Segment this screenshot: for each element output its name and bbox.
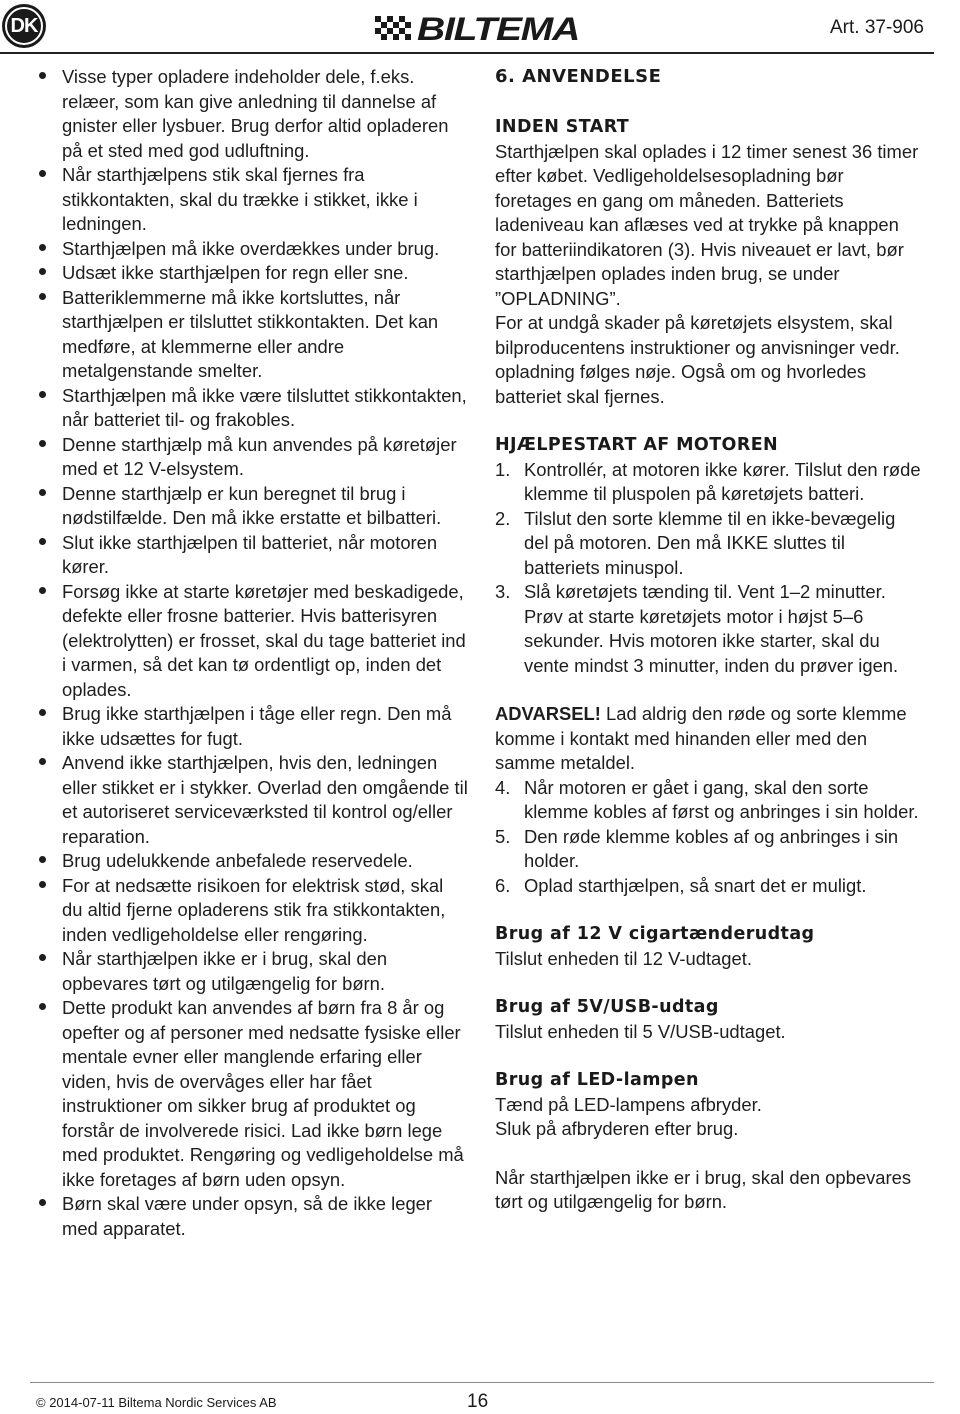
step-item (495, 507, 925, 581)
header-divider (0, 52, 934, 54)
cig-outlet-heading: Brug af 12 V cigartænderudtag (495, 924, 815, 944)
safety-bullet: Anvend ikke starthjælpen, hvis den, ledningen eller stikket er i stykker. Overlad den omgående til et autoriseret serviceværksted til kontrol og/eller reparation. (38, 751, 468, 849)
safety-bullet: Slut ikke starthjælpen til batteriet, når motoren kører. (38, 531, 468, 580)
jump-start-steps (495, 458, 925, 679)
warning-label: ADVARSEL! (495, 703, 601, 724)
before-start-paragraph-2: For at undgå skader på køretøjets elsystem, skal bilproducentens instruktioner og anvisninger vedr. opladning følges nøje. Også om og hvorledes batteriet skal fjernes. (495, 312, 900, 407)
safety-bullet: Når starthjælpen ikke er i brug, skal den opbevares tørt og utilgængelig for børn. (38, 947, 468, 996)
jump-start-steps-continued (495, 776, 925, 899)
warning-text: Lad aldrig den røde og sorte klemme komme i kontakt med hinanden eller med den samme metaldel. (495, 703, 907, 773)
safety-bullet: For at nedsætte risikoen for elektrisk stød, skal du altid fjerne opladerens stik fra stikkontakten, inden vedligeholdelse eller rengøring. (38, 874, 468, 948)
brand-wordmark: BILTEMA (417, 11, 580, 47)
safety-bullet: Visse typer opladere indeholder dele, f.eks. relæer, som kan give anledning til dannelse af gnister eller lysbuer. Brug derfor altid opladeren på et sted med god udluftning. (38, 65, 468, 163)
checkered-flag-icon (375, 16, 413, 42)
step-number: 1. (495, 458, 511, 480)
step-text: Kontrollér, at motoren ikke kører. Tilslut den røde klemme til pluspolen på køretøjets batteri. (524, 458, 921, 504)
safety-bullet: Udsæt ikke starthjælpen for regn eller sne. (38, 261, 468, 286)
step-text: Den røde klemme kobles af og anbringes i sin holder. (524, 825, 899, 871)
safety-bullet: Forsøg ikke at starte køretøjer med beskadigede, defekte eller frosne batterier. Hvis batterisyren (elektrolytten) er frosset, skal du tage batteriet ind i varmen, så det kan tø ordentligt op, inden det oplades. (38, 580, 468, 703)
safety-bullet-list (38, 65, 468, 1241)
safety-bullet: Starthjælpen må ikke overdækkes under brug. (38, 237, 468, 262)
safety-bullet: Brug udelukkende anbefalede reservedele. (38, 849, 468, 874)
storage-note: Når starthjælpen ikke er i brug, skal den opbevares tørt og utilgængelig for børn. (495, 1166, 912, 1212)
safety-bullet: Dette produkt kan anvendes af børn fra 8 år og opefter og af personer med nedsatte fysiske eller mentale evner eller manglende erfaring eller viden, hvis de overvåges eller har fået instruktioner om sikker brug af produktet og forstår de involverede risici. Lad ikke børn lege med produktet. Rengøring og vedligeholdelse må ikke foretages af børn uden opsyn. (38, 996, 468, 1192)
usb-outlet-heading: Brug af 5V/USB-udtag (495, 997, 719, 1017)
safety-bullet: Denne starthjælp må kun anvendes på køretøjer med et 12 V-elsystem. (38, 433, 468, 482)
before-start-heading: INDEN START (495, 117, 630, 137)
step-item (495, 458, 925, 507)
safety-bullet: Når starthjælpens stik skal fjernes fra stikkontakten, skal du trække i stikket, ikke i ledningen. (38, 163, 468, 237)
safety-bullet: Brug ikke starthjælpen i tåge eller regn. Den må ikke udsættes for fugt. (38, 702, 468, 751)
step-item (495, 825, 925, 874)
step-number: 3. (495, 581, 511, 602)
step-item (495, 776, 925, 825)
led-lamp-line-1: Tænd på LED-lampens afbryder. (495, 1093, 762, 1115)
step-number: 5. (495, 825, 511, 847)
language-code: DK (10, 14, 38, 37)
section-title: 6. ANVENDELSE (495, 66, 662, 87)
usb-outlet-text: Tilslut enheden til 5 V/USB-udtaget. (495, 1020, 786, 1042)
brand-logo (375, 11, 580, 47)
copyright-text: © 2014-07-11 Biltema Nordic Services AB (36, 1395, 277, 1410)
step-item (495, 580, 925, 678)
step-text: Slå køretøjets tænding til. Vent 1–2 minutter. Prøv at starte køretøjets motor i højst 5–6 sekunder. Hvis motoren ikke starter, skal du vente mindst 3 minutter, inden du prøver igen. (524, 581, 899, 676)
step-number: 2. (495, 507, 511, 529)
warning-paragraph (495, 702, 925, 776)
step-item (495, 874, 925, 899)
article-number: Art. 37-906 (830, 17, 924, 38)
step-text: Oplad starthjælpen, så snart det er muligt. (524, 874, 867, 896)
before-start-paragraph: Starthjælpen skal oplades i 12 timer senest 36 timer efter købet. Vedligeholdelsesopladning bør foretages en gang om måneden. Batteriets ladeniveau kan aflæses ved at trykke på knappen for batteriindikatoren (3). Hvis niveauet er lavt, bør starthjælpen oplades inden brug, se under ”OPLADNING”. (495, 140, 919, 309)
page-number: 16 (467, 1391, 489, 1412)
footer-divider (30, 1382, 934, 1383)
step-number: 6. (495, 874, 511, 896)
right-column (495, 65, 925, 1215)
step-number: 4. (495, 776, 511, 798)
safety-bullet: Starthjælpen må ikke være tilsluttet stikkontakten, når batteriet til- og frakobles. (38, 384, 468, 433)
cig-outlet-text: Tilslut enheden til 12 V-udtaget. (495, 947, 752, 969)
jump-start-heading: HJÆLPESTART AF MOTOREN (495, 435, 779, 455)
safety-bullet: Denne starthjælp er kun beregnet til brug i nødstilfælde. Den må ikke erstatte et bilbatteri. (38, 482, 468, 531)
led-lamp-line-2: Sluk på afbryderen efter brug. (495, 1118, 739, 1139)
led-lamp-heading: Brug af LED-lampen (495, 1070, 699, 1090)
left-column (38, 65, 468, 1241)
safety-bullet: Batteriklemmerne må ikke kortsluttes, når starthjælpen er tilsluttet stikkontakten. Det kan medføre, at klemmerne eller andre metalgenstande smelter. (38, 286, 468, 384)
language-badge (2, 4, 46, 48)
step-text: Tilslut den sorte klemme til en ikke-bevægelig del på motoren. Den må IKKE sluttes til batteriets minuspol. (524, 507, 896, 578)
safety-bullet: Børn skal være under opsyn, så de ikke leger med apparatet. (38, 1192, 468, 1241)
step-text: Når motoren er gået i gang, skal den sorte klemme kobles af først og anbringes i sin holder. (524, 776, 919, 822)
